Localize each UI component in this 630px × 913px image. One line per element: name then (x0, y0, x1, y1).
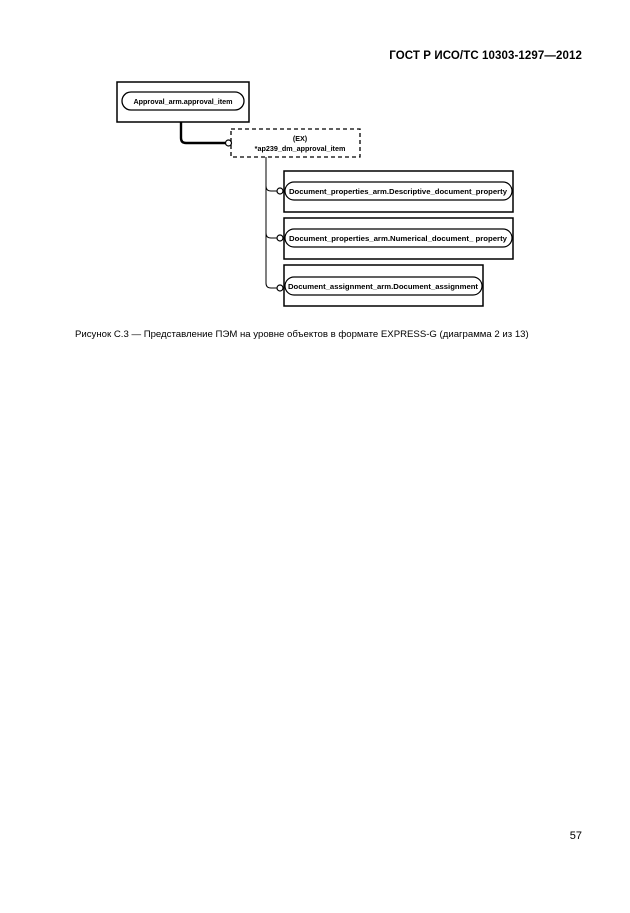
subtype-box-3 (284, 265, 483, 306)
figure-caption: Рисунок С.3 — Представление ПЭМ на уровне объектов в формате EXPRESS-G (диаграмма 2 из 13) (75, 329, 529, 340)
branch-1-circle (277, 188, 283, 194)
select-type-tag: (EX) (292, 134, 308, 143)
branch-3-circle (277, 285, 283, 291)
document-header: ГОСТ Р ИСО/ТС 10303-1297—2012 (389, 50, 582, 62)
subtype-label-1: Document_properties_arm.Descriptive_document_property (289, 187, 507, 196)
root-entity-label: Approval_arm.approval_item (133, 97, 233, 106)
subtype-label-2: Document_properties_arm.Numerical_document_ property (289, 234, 507, 243)
select-type-name: *ap239_dm_approval_item (254, 144, 346, 153)
page-number: 57 (569, 830, 582, 842)
tree-branch-1 (266, 186, 277, 191)
tree-trunk-connector (266, 157, 277, 288)
subtype-box-1 (284, 171, 513, 212)
subtype-label-3: Document_assignment_arm.Document_assignment (288, 282, 479, 291)
root-entity-box (117, 82, 249, 122)
branch-2-circle (277, 235, 283, 241)
select-type-box (231, 129, 360, 157)
tree-branch-2 (266, 233, 277, 238)
subtype-box-2 (284, 218, 513, 259)
root-to-select-connector (181, 122, 226, 143)
